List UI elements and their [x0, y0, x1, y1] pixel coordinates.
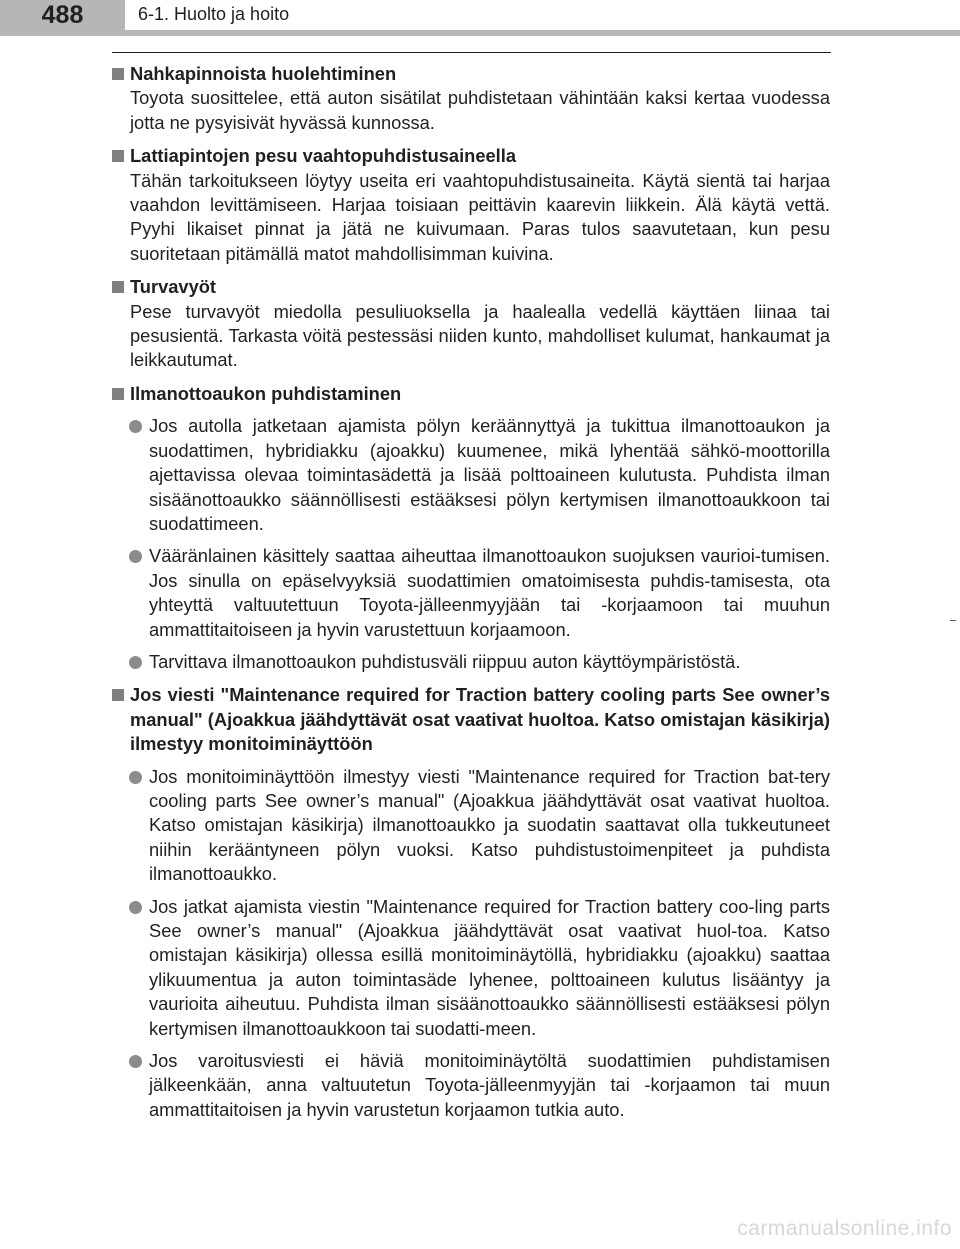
bullet-text: Jos varoitusviesti ei häviä monitoiminäytöltä suodattimien puhdistamisen jälkeenkään, anna valtuutetun Toyota-jälleenmyyjän tai -korjaamon tai muun ammattitaitoisen ja hyvin varustetun korjaamon tutkia auto.	[149, 1050, 830, 1120]
circle-bullet-icon	[129, 1055, 142, 1068]
section-heading-text: Nahkapinnoista huolehtiminen	[130, 63, 397, 84]
circle-bullet-icon	[129, 771, 142, 784]
section-heading-text: Ilmanottoaukon puhdistaminen	[130, 382, 402, 404]
circle-bullet-icon	[129, 550, 142, 563]
section-leather-care	[112, 62, 830, 135]
watermark: carmanualsonline.info	[737, 1217, 952, 1240]
square-bullet-icon	[112, 388, 124, 400]
section-maintenance-message	[112, 683, 830, 1122]
section-body: Pese turvavyöt miedolla pesuliuoksella ja haalealla vedellä käyttäen liinaa tai pesusientä. Tarkasta vöitä pestessäsi niiden kunto, mahdolliset kulumat, hankaumat ja leikkautumat.	[130, 300, 830, 371]
page-number: 488	[41, 1, 84, 29]
bullet-text: Tarvittava ilmanottoaukon puhdistusväli riippuu auton käyttöympäristöstä.	[149, 650, 741, 672]
bullet-item	[112, 414, 830, 536]
section-heading	[112, 144, 830, 168]
bullet-item	[112, 765, 830, 887]
bullet-text: Jos autolla jatketaan ajamista pölyn keräännyttyä ja tukittua ilmanottoaukon ja suodattimen, hybridiakku (ajoakku) kuumenee, mikä lyhentää sähkö-moottorilla ajettavissa olevaa toimintasädettä ja lisää polttoaineen kulutusta. Puhdista ilman sisäänottoaukko säännöllisesti estääksesi pölyn kertymisen ilmanottoaukkoon tai suodattimeen.	[149, 415, 830, 534]
section-seat-belts	[112, 275, 830, 373]
bullet-text: Jos jatkat ajamista viestin "Maintenance required for Traction battery coo-ling parts See owner’s manual" (Ajoakkua jäähdyttävät osat vaativat huol-toa. Katso omistajan käsikirja) ollessa esillä monitoiminäytöllä, hybridiakku (ajoakku) saattaa ylikuumentua ja auton toimintasäde lyhenee, polttoaineen kulutus lisääntyy ja vaurioita aiheutuu. Puhdista ilman sisäänottoaukko säännöllisesti estääksesi pölyn kertymisen ilmanottoaukkoon tai suodatti-meen.	[149, 895, 830, 1039]
bullet-text: Vääränlainen käsittely saattaa aiheuttaa ilmanottoaukon suojuksen vaurioi-tumisen. Jos sinulla on epäselvyyksiä suodattimien omatoimisesta puhdis-tamisesta, ota yhteyttä valtuutettuun Toyota-jälleenmyyjään tai -korjaamoon tai muuhun ammattitaitoiseen ja hyvin varustettuun korjaamoon.	[149, 545, 830, 640]
bullet-item	[112, 895, 830, 1041]
bullet-item	[112, 544, 830, 642]
header-bar	[0, 30, 960, 36]
section-heading-text: Turvavyöt	[130, 276, 217, 298]
section-heading	[112, 683, 830, 756]
circle-bullet-icon	[129, 420, 142, 433]
page-content	[112, 62, 830, 1131]
section-body: Tähän tarkoitukseen löytyy useita eri vaahtopuhdistusaineita. Käytä sientä tai harjaa vaahdon levittämiseen. Harjaa toisiaan peittävin kaarevin liikkein. Älä käytä vettä. Pyyhi likaiset pinnat ja jätä ne kuivumaan. Paras tulos saavutetaan, kun pesu suoritetaan pitämällä matot mahdollisimman kuivina.	[130, 169, 830, 264]
square-bullet-icon	[112, 150, 124, 162]
section-floor-cleaning	[112, 144, 830, 266]
section-heading	[112, 62, 830, 86]
section-heading-text: Jos viesti "Maintenance required for Traction battery cooling parts See owner’s manual" (Ajoakkua jäähdyttävät osat vaativat huoltoa. Katso omistajan käsikirja) ilmestyy monitoiminäyttöön	[130, 684, 830, 755]
section-body: Toyota suosittelee, että auton sisätilat puhdistetaan vähintään kaksi kertaa vuodessa jotta ne pysyisivät hyvässä kunnossa.	[130, 87, 830, 133]
circle-bullet-icon	[129, 656, 142, 669]
square-bullet-icon	[112, 689, 124, 701]
bullet-item	[112, 1049, 830, 1122]
square-bullet-icon	[112, 281, 124, 293]
bullet-item	[112, 650, 830, 674]
bullet-text: Jos monitoiminäyttöön ilmestyy viesti "Maintenance required for Traction bat-tery cooling parts See owner’s manual" (Ajoakkua jäähdyttävät osat vaativat huoltoa. Katso omistajan käsikirja) ilmanottoaukko ja suodatin saattavat olla tukkeutuneet niihin kerääntyneen pölyn vuoksi. Katso puhdistustoimenpiteet ja puhdista ilmanottoaukko.	[149, 765, 830, 885]
square-bullet-icon	[112, 68, 124, 80]
header-rule	[112, 52, 831, 53]
chapter-title: 6-1. Huolto ja hoito	[138, 4, 290, 24]
section-heading	[112, 382, 830, 406]
section-heading	[112, 275, 830, 299]
margin-mark	[950, 620, 956, 621]
circle-bullet-icon	[129, 901, 142, 914]
section-heading-text: Lattiapintojen pesu vaahtopuhdistusaineella	[130, 145, 516, 167]
section-air-intake-cleaning	[112, 382, 830, 674]
